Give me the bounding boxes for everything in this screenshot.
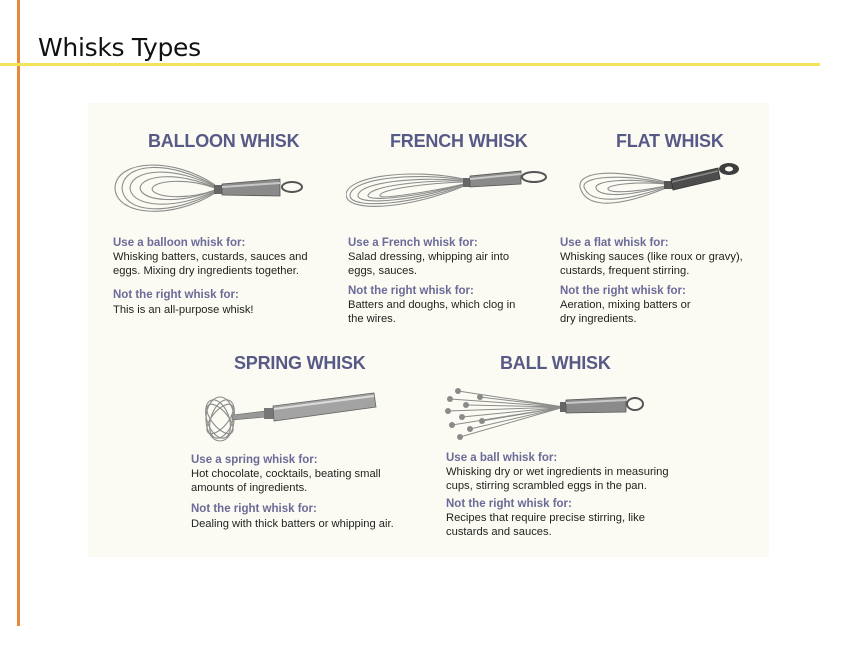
spring-whisk-illustration — [196, 381, 380, 453]
not-heading: Not the right whisk for: — [113, 289, 239, 301]
not-heading: Not the right whisk for: — [191, 503, 317, 515]
use-heading: Use a spring whisk for: — [191, 454, 318, 466]
whisk-title: SPRING WHISK — [234, 353, 366, 373]
left-accent-line — [17, 0, 20, 626]
french-whisk-illustration — [346, 158, 556, 220]
not-text: Dealing with thick batters or whipping air. — [191, 518, 394, 530]
not-heading: Not the right whisk for: — [560, 285, 686, 297]
use-text: Whisking sauces (like roux or gravy), custards, frequent stirring. — [560, 251, 743, 277]
ball-whisk-illustration — [440, 383, 646, 443]
not-text: This is an all-purpose whisk! — [113, 304, 254, 316]
balloon-whisk-illustration — [110, 158, 310, 220]
not-text: Batters and doughs, which clog in the wires. — [348, 299, 516, 325]
slide-title: Whisks Types — [38, 33, 201, 62]
use-heading: Use a flat whisk for: — [560, 237, 669, 249]
use-heading: Use a French whisk for: — [348, 237, 478, 249]
not-heading: Not the right whisk for: — [446, 498, 572, 510]
whisk-title: BALL WHISK — [500, 353, 611, 373]
flat-whisk-illustration — [578, 155, 758, 219]
whisk-title: BALLOON WHISK — [148, 131, 300, 151]
title-underline — [0, 63, 820, 66]
use-text: Whisking dry or wet ingredients in measuring cups, stirring scrambled eggs in the pan. — [446, 466, 669, 492]
whisk-title: FLAT WHISK — [616, 131, 724, 151]
use-text: Whisking batters, custards, sauces and eggs. Mixing dry ingredients together. — [113, 251, 308, 277]
not-text: Recipes that require precise stirring, like custards and sauces. — [446, 512, 645, 538]
use-heading: Use a balloon whisk for: — [113, 237, 246, 249]
use-text: Hot chocolate, cocktails, beating small amounts of ingredients. — [191, 468, 381, 494]
use-text: Salad dressing, whipping air into eggs, sauces. — [348, 251, 510, 277]
use-heading: Use a ball whisk for: — [446, 452, 558, 464]
not-heading: Not the right whisk for: — [348, 285, 474, 297]
whisk-infographic — [88, 103, 769, 557]
whisk-title: FRENCH WHISK — [390, 131, 528, 151]
not-text: Aeration, mixing batters or dry ingredients. — [560, 299, 691, 325]
